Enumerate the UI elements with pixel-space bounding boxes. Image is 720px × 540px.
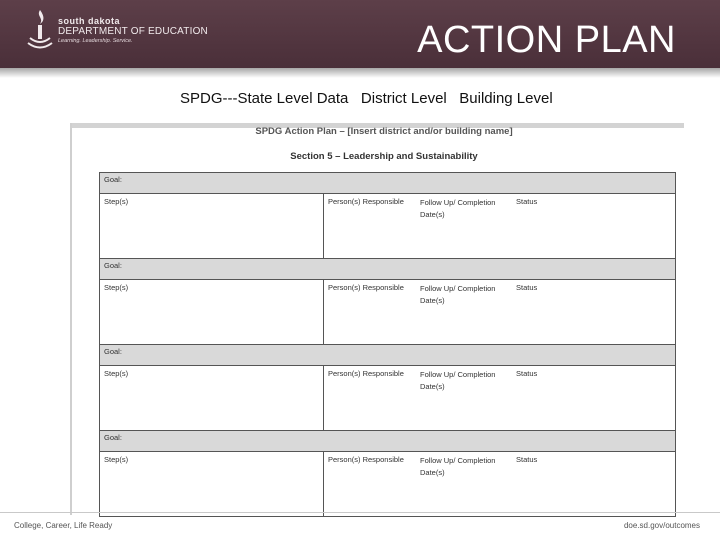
column-divider bbox=[323, 452, 324, 516]
steps-header: Step(s) bbox=[104, 283, 129, 292]
step-row bbox=[100, 194, 675, 258]
column-divider bbox=[323, 366, 324, 430]
sd-doe-logo bbox=[26, 8, 226, 56]
goal-block bbox=[100, 430, 675, 516]
steps-header: Step(s) bbox=[104, 197, 129, 206]
followup-date-header: Follow Up/ Completion Date(s) bbox=[420, 456, 496, 477]
slide-subtitle: SPDG---State Level Data District Level Building Level bbox=[180, 90, 553, 107]
slide-title: ACTION PLAN bbox=[417, 19, 676, 61]
footer-url: doe.sd.gov/outcomes bbox=[623, 521, 700, 530]
action-plan-table bbox=[99, 172, 676, 517]
logo-line-1: south dakota bbox=[58, 16, 121, 26]
person-responsible-header: Person(s) Responsible bbox=[328, 283, 404, 292]
column-divider bbox=[323, 194, 324, 258]
status-header: Status bbox=[516, 455, 538, 464]
status-header: Status bbox=[516, 369, 538, 378]
document-left-border bbox=[70, 123, 72, 515]
steps-header: Step(s) bbox=[104, 455, 129, 464]
document-title: SPDG Action Plan – [Insert district and/or building name] bbox=[255, 126, 513, 137]
logo-line-2: DEPARTMENT OF EDUCATION bbox=[58, 26, 208, 37]
person-responsible-header: Person(s) Responsible bbox=[328, 369, 404, 378]
status-header: Status bbox=[516, 197, 538, 206]
goal-block bbox=[100, 258, 675, 344]
header-shadow bbox=[0, 68, 720, 78]
document-section-heading: Section 5 – Leadership and Sustainability bbox=[290, 151, 478, 162]
goal-row: Goal: bbox=[100, 259, 675, 280]
steps-header: Step(s) bbox=[104, 369, 129, 378]
status-header: Status bbox=[516, 283, 538, 292]
goal-row: Goal: bbox=[100, 173, 675, 194]
followup-date-header: Follow Up/ Completion Date(s) bbox=[420, 284, 496, 305]
person-responsible-header: Person(s) Responsible bbox=[328, 455, 404, 464]
logo-tagline: Learning. Leadership. Service. bbox=[58, 38, 133, 44]
step-row bbox=[100, 366, 675, 430]
goal-block bbox=[100, 344, 675, 430]
footer-tagline: College, Career, Life Ready bbox=[14, 521, 113, 530]
goal-row: Goal: bbox=[100, 345, 675, 366]
goal-block bbox=[100, 173, 675, 258]
followup-date-header: Follow Up/ Completion Date(s) bbox=[420, 198, 496, 219]
header-band bbox=[0, 0, 720, 68]
column-divider bbox=[323, 280, 324, 344]
followup-date-header: Follow Up/ Completion Date(s) bbox=[420, 370, 496, 391]
step-row bbox=[100, 280, 675, 344]
step-row bbox=[100, 452, 675, 516]
person-responsible-header: Person(s) Responsible bbox=[328, 197, 404, 206]
torch-icon bbox=[26, 8, 54, 52]
footer-divider bbox=[0, 512, 720, 513]
goal-row: Goal: bbox=[100, 431, 675, 452]
